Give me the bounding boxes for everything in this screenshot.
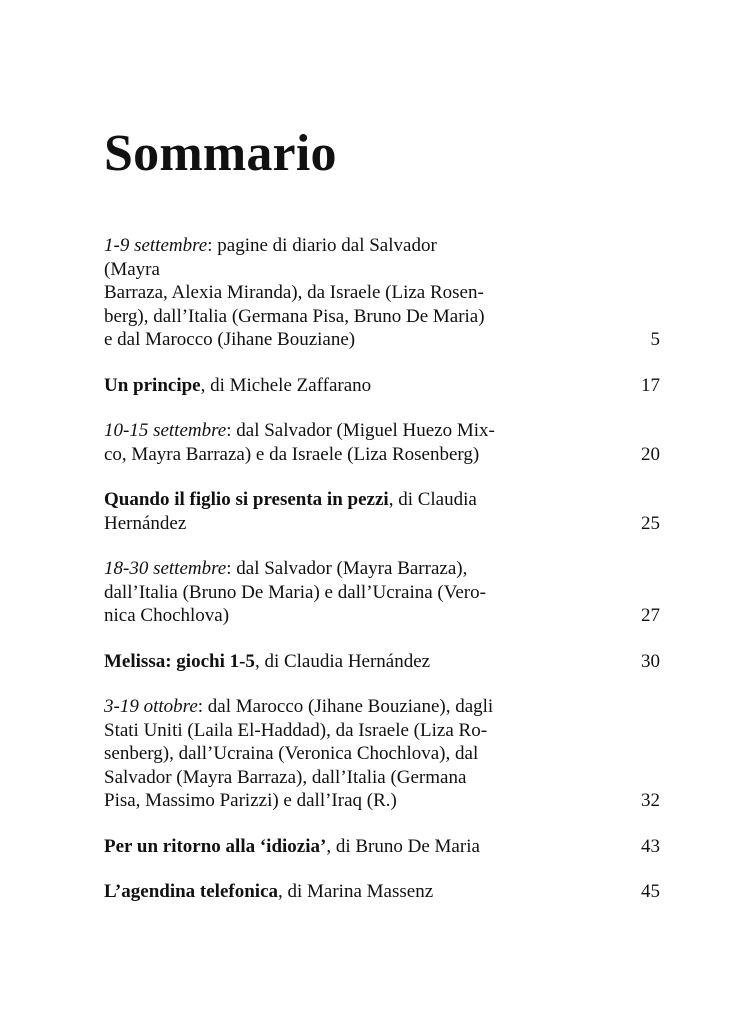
toc-entry-line: co, Mayra Barraza) e da Israele (Liza Rosenberg) [104,443,480,465]
toc-entry-lead: Quando il figlio si presenta in pezzi [104,489,389,510]
toc-entry-lead: 1-9 settembre [104,235,208,256]
toc-entry-line: , di Claudia [388,489,477,510]
toc-entry-line: nica Chochlova) [104,605,230,626]
toc-entry-line: : dal Salvador (Miguel Huezo Mix- [226,420,495,441]
toc-entry-page-number: 20 [641,443,660,465]
toc-entry [104,488,660,535]
table-of-contents [104,234,660,926]
toc-entry-line: senberg), dall’Ucraina (Veronica Chochlova), dal [104,743,479,764]
toc-entry-lead: 3-19 ottobre [104,696,198,717]
toc-entry-line: : dal Salvador (Mayra Barraza), [226,558,468,579]
toc-entry-page-number: 17 [641,374,660,396]
toc-entry [104,419,660,466]
toc-entry-page-number: 45 [641,881,660,902]
toc-entry-lead: 10-15 settembre [104,420,227,441]
toc-entry-lead: Per un ritorno alla ‘idiozia’ [104,835,327,857]
toc-entry-text [104,488,496,535]
toc-entry-text [104,557,496,628]
toc-entry-page-number: 25 [641,512,660,534]
toc-entry [104,557,660,628]
toc-entry-page-number: 32 [641,790,660,811]
toc-entry-line: berg), dall’Italia (Germana Pisa, Bruno De Maria) [104,305,485,327]
toc-entry-line: , di Michele Zaffarano [200,374,372,396]
toc-entry-line: e dal Marocco (Jihane Bouziane) [104,329,356,350]
page-title: Sommario [104,125,337,182]
toc-entry-line: , di Bruno De Maria [326,835,480,857]
toc-entry-text [104,374,496,398]
toc-entry-text [104,695,496,813]
toc-entry-lead: Un principe [104,374,201,396]
toc-entry-line: : pagine di diario dal Salvador (Mayra [104,235,437,280]
toc-entry-line: dall’Italia (Bruno De Maria) e dall’Ucraina (Vero- [104,581,486,603]
toc-entry-text [104,234,496,352]
toc-entry [104,650,660,674]
toc-entry-line: Barraza, Alexia Miranda), da Israele (Liza Rosen- [104,282,484,303]
toc-entry-page-number: 27 [641,605,660,626]
toc-entry [104,880,660,904]
toc-entry [104,695,660,813]
toc-entry-text [104,419,496,466]
toc-entry-line: , di Marina Massenz [278,881,434,902]
toc-entry-text [104,835,496,859]
toc-entry [104,234,660,352]
toc-entry-text [104,650,496,674]
toc-entry-line: : dal Marocco (Jihane Bouziane), dagli [197,696,494,717]
toc-entry-line: Salvador (Mayra Barraza), dall’Italia (Germana [104,766,467,788]
toc-entry-page-number: 5 [650,329,660,350]
toc-entry-lead: Melissa: giochi 1-5 [104,650,255,672]
toc-entry-line: Pisa, Massimo Parizzi) e dall’Iraq (R.) [104,790,397,811]
toc-entry-lead: 18-30 settembre [104,558,227,579]
toc-entry-lead: L’agendina telefonica [104,881,278,902]
toc-entry [104,374,660,398]
toc-entry-line: , di Claudia Hernández [254,650,431,672]
toc-entry-text [104,880,496,904]
toc-entry [104,835,660,859]
toc-entry-line: Stati Uniti (Laila El-Haddad), da Israele (Liza Ro- [104,719,488,741]
toc-entry-page-number: 30 [641,650,660,672]
toc-entry-line: Hernández [104,512,187,534]
toc-entry-page-number: 43 [641,835,660,857]
